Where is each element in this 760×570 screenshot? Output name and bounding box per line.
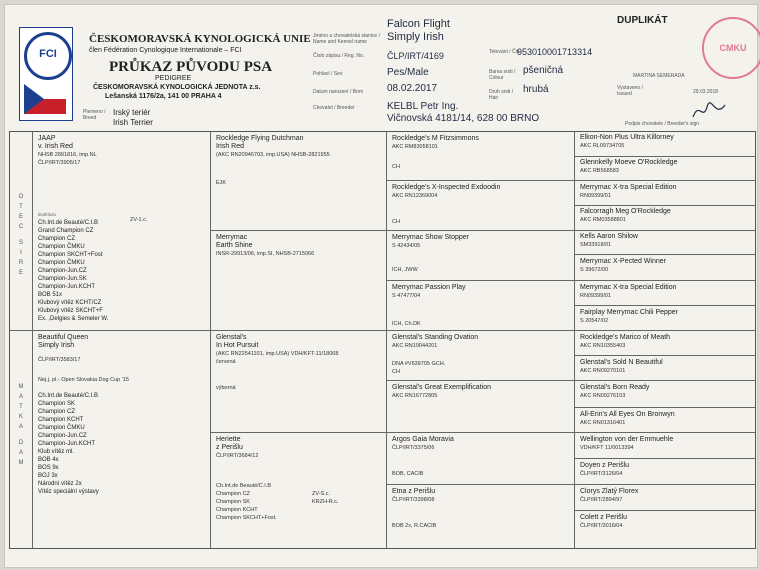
dog-colour: pšeničná [523, 65, 564, 76]
sire-sire-name: Rockledge Flying Dutchman [216, 135, 304, 142]
sire-side-label: O T E C S I R E [18, 194, 24, 276]
gen3-cell: Rockledge's X-Inspected Exdoodin AKC RN12369004 CH [392, 184, 501, 225]
breeder-name: KELBL Petr Ing. [387, 101, 459, 112]
sire-title: Klubový vítěz KCHT/CZ [38, 300, 102, 306]
fci-member-line: člen Fédération Cynologique Internationale – FCI [89, 47, 242, 54]
issuer-name: MARTINA SEMERADA [633, 73, 685, 79]
dam-title: Ch.Int.de Beauté/C.I.B [38, 393, 99, 399]
fci-cmku-logo [19, 27, 73, 121]
gen4-cell: All-Erin's All Eyes On Bronwyn AKC RN01316401 [580, 411, 675, 426]
reg-label: Číslo zápisu / Reg. No. [313, 53, 365, 59]
dam-dam-kennel: z Perišlu [216, 444, 243, 451]
dam-title: Champion KCHT [38, 417, 84, 423]
sire-dam-kennel: Earth Shine [216, 242, 253, 249]
dam-sire-name: Glenstal's [216, 334, 247, 341]
gen3-cell: Merrymac Passion Play S 47477/04 ICH, Ch.DK [392, 284, 466, 327]
gen4-cell: Merrymac X-tra Special Edition RN09399/01 [580, 184, 677, 199]
gen3-cell: Glenstal's Standing Ovation AKC RN19044201 DNA #V639705 GCH, CH [392, 334, 479, 375]
union-address: Lešanská 1176/2a, 141 00 PRAHA 4 [105, 93, 222, 100]
dog-birth-date: 08.02.2017 [387, 83, 438, 94]
duplicate-label: DUPLIKÁT [617, 15, 668, 26]
sire-title: Champion-Jun.SK [38, 276, 87, 282]
dam-title: BOJ 3x [38, 473, 58, 479]
dam-title: Champion CZ [38, 409, 76, 415]
issued-date: 29.03.2018 [693, 89, 719, 95]
sire-zv: ZV-1.c. [130, 217, 148, 223]
dog-kennel: Simply Irish [387, 31, 444, 43]
dam-dam-name: Heriette [216, 436, 241, 443]
dam-dam-title: Champion SK [216, 499, 250, 505]
dam-sire-reg: (AKC RN22541101, imp.USA) VDH/KFT-11/18068 [216, 351, 339, 357]
breeder-address: Vičnovská 4181/14, 628 00 BRNO [387, 113, 540, 124]
hair-label: Druh srsti / Hair [489, 89, 514, 101]
sire-cell [38, 135, 208, 323]
sire-dam-name: Merrymac [216, 234, 248, 241]
gen4-cell: Merrymac X-Pected Winner S 39672/00 [580, 258, 666, 273]
gen4-cell: Merrymac X-tra Special Edition RN09399/01 [580, 284, 677, 299]
gen4-cell: Colett z Perišlu ČLP/IRT/3016/04 [580, 514, 628, 529]
gen3-cell: Etna z Perišlu ČLP/IRT/3398/08 BOB 2x, R.CACIB [392, 488, 437, 529]
dog-sex: Pes/Male [387, 67, 429, 78]
dam-sire-colour: červená [216, 359, 236, 365]
sire-title: Champion-Jun.KCHT [38, 284, 96, 290]
dam-sire-cell [216, 334, 384, 392]
gen4-cell: Falcorragh Meg O'Rockledge AKC RM03588801 [580, 208, 671, 223]
dog-reg-number: ČLP/IRT/4169 [387, 51, 444, 61]
sire-sire-reg: (AKC RN20946703, imp.USA) NHSB-2821955 [216, 152, 330, 158]
dam-dam-title: Champion KCHT [216, 507, 258, 513]
dog-hair: hrubá [523, 84, 549, 95]
gen4-cell: Glennkelly Moeve O'Rockledge AKC RB568583 [580, 159, 678, 174]
gen4-cell: Fairplay Merrymac Chili Pepper S 20547/02 [580, 309, 679, 324]
sire-title: Champion SKCHT+Fost [38, 252, 103, 258]
dog-chip-number: 953010001713314 [517, 47, 593, 57]
official-stamp: CMKU [702, 17, 760, 79]
gen4-cell: Rockledge's Marico of Meath AKC RN10355403 [580, 334, 671, 349]
gen4-cell: Wellington von der Emmuehle VDH/KFT 11/0013394 [580, 436, 674, 451]
dam-cell [38, 334, 208, 496]
sire-title: Champion CZ [38, 236, 76, 242]
gen4-cell: Clorys Zlatý Florex ČLP/IRT/2894/97 [580, 488, 639, 503]
dam-dam-zv: ZV-S.c. [312, 491, 331, 497]
gen4-cell: Glenstal's Born Ready AKC RN09276103 [580, 384, 650, 399]
sire-dam-cell [216, 234, 384, 258]
pedigree-table [9, 131, 756, 549]
dam-sire-kennel: In Hot Pursuit [216, 342, 259, 349]
sire-title: Klubový vítěz SKCHT+F [38, 308, 103, 314]
dam-dam-title: Champion SKCHT+Fost. [216, 515, 277, 521]
breeder-signature-label: Podpis chovatele / Breeder's sign [625, 121, 700, 127]
dam-title: Champion SK [38, 401, 76, 407]
dam-title: BOB 4x [38, 457, 59, 463]
breed-cz: Irský teriér [113, 108, 151, 117]
dam-reg: ČLP/IRT/3583/17 [38, 357, 81, 363]
gen3-cell: Argos Gaia Moravia ČLP/IRT/3375/06 BOB, CACIB [392, 436, 454, 477]
union-name: ČESKOMORAVSKÁ KYNOLOGICKÁ JEDNOTA z.s. [93, 84, 261, 91]
gen3-cell: Merrymac Show Stopper S 42434/05 ICH, JWW [392, 234, 470, 273]
pedigree-label: PEDIGREE [155, 75, 192, 82]
colour-label: Barva srsti / Colour [489, 69, 516, 81]
issued-label: Vystaveno / Issued [617, 85, 643, 97]
gen4-cell: Glenstal's Sold N Beautiful AKC RN09270101 [580, 359, 663, 374]
sire-sire-cell [216, 135, 384, 187]
gen4-cell: Kells Aaron Shilow SM33918/01 [580, 233, 638, 248]
sire-name: JAAP [38, 135, 56, 142]
breed-label: Plemeno / Breed [83, 109, 106, 121]
sire-titles-header: titul/título [38, 212, 57, 217]
dam-name: Beautiful Queen [38, 334, 89, 341]
sire-dam-reg: INSR-29913/06, imp.SI, NHSB-2715066 [216, 251, 315, 257]
pedigree-document [4, 4, 758, 568]
sex-label: Pohlaví / Sex [313, 71, 343, 77]
gen4-cell: Elkon-Non Plus Ultra Killorney AKC RL09734705 [580, 134, 674, 149]
dam-title: Klub vítěz ml. [38, 449, 75, 455]
dog-name: Falcon Flight [387, 18, 450, 30]
sire-sire-kennel: Irish Red [216, 143, 245, 150]
sire-reg: NHSB 2891816, imp.NL [38, 152, 97, 158]
dam-dam-title: Ch.Int.de Beauté/C.I.B [216, 483, 272, 489]
chip-label: Tetování / Čip [489, 49, 520, 55]
gen3-cell: Glenstal's Great Exemplification AKC RN16772805 [392, 384, 491, 399]
dam-side-label: M A T K A D A M [18, 384, 24, 466]
dam-dam-cell [216, 436, 384, 522]
dam-title: Champion-Jun.CZ [38, 433, 87, 439]
dam-dam-zv: KRZH-R.c. [312, 499, 339, 505]
gen4-cell: Doyen z Perišlu ČLP/IRT/3126/04 [580, 462, 630, 477]
dam-kennel: Simply Irish [38, 342, 75, 349]
dam-title: Vítěz speciální výstavy [38, 489, 99, 495]
birth-label: Datum narození / Born [313, 89, 364, 95]
sire-title: BOB 51x [38, 292, 63, 298]
breeder-label: Chovatel / Breeder [313, 105, 355, 111]
document-title: PRŮKAZ PŮVODU PSA [109, 59, 273, 75]
sire-title: Champion ČMKU [38, 244, 85, 250]
sire-title: Champion-Jun.CZ [38, 268, 87, 274]
dam-title: Národní vítěz 2x [38, 481, 82, 487]
sire-title: Ex. ,Delgies & Semeler W. [38, 316, 109, 322]
dam-title: Champion-Jun.KCHT [38, 441, 96, 447]
name-label: Jméno a chovatelská stanice / Name and Kennel name [313, 33, 380, 45]
dam-title: BOS 9x [38, 465, 59, 471]
club-name: ČESKOMORAVSKÁ KYNOLOGICKÁ UNIE [89, 33, 311, 45]
dam-award: Nej.j. pl.- Open Slovakia Dog Cup '15 [38, 377, 129, 383]
sire-sire-note: EJK [216, 180, 227, 186]
fci-emblem-icon: FCI [24, 32, 72, 80]
dam-title: Champion ČMKU [38, 425, 85, 431]
gen3-cell: Rockledge's M Fitzsimmons AKC RM83058101 CH [392, 135, 479, 170]
sire-kennel: v. Irish Red [38, 143, 73, 150]
signature-icon [689, 99, 729, 123]
dam-dam-title: Champion CZ [216, 491, 250, 497]
sire-title: Grand Champion CZ [38, 228, 94, 234]
dam-dam-reg: ČLP/IRT/3684/12 [216, 453, 259, 459]
sire-title: Ch.Int.de Beauté/C.I.B [38, 220, 99, 226]
sire-reg-local: ČLP/IRT/3905/17 [38, 160, 81, 166]
cmku-flag-icon [24, 84, 66, 114]
sire-title: Champion ČMKU [38, 260, 85, 266]
dam-sire-note: výborná [216, 385, 236, 391]
breed-en: Irish Terrier [113, 118, 153, 127]
